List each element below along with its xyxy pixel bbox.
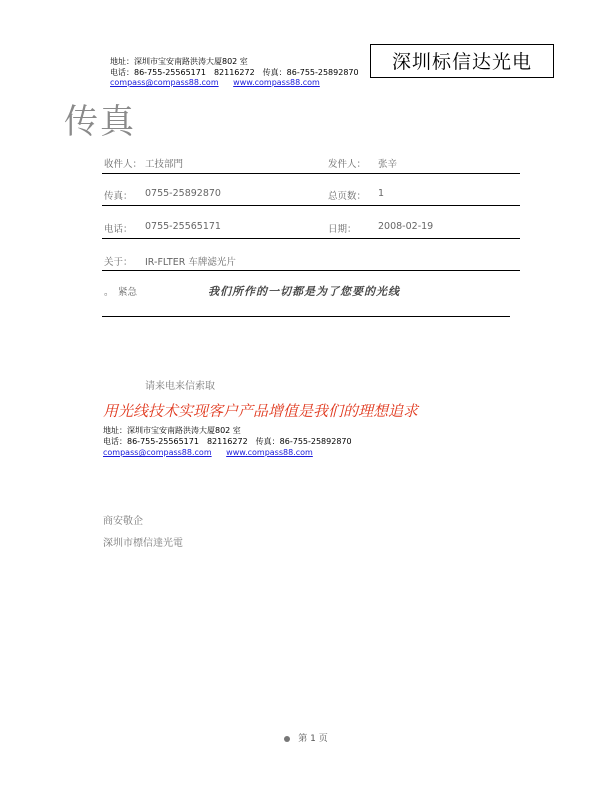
phone-value: 0755-25565171 [145, 221, 221, 232]
divider [102, 270, 520, 271]
fax-label: 传真： [104, 191, 133, 202]
to-label: 收件人： [104, 159, 143, 170]
date-label: 日期： [328, 224, 357, 235]
slogan: 用光线技术实现客户产品增值是我们的理想追求 [103, 402, 419, 420]
page-number: 第 1 页 [298, 734, 328, 744]
phone-label: 电话： [104, 224, 133, 235]
request-note: 请来电来信索取 [145, 381, 215, 392]
closing-company: 深圳市標信達光電 [103, 538, 183, 549]
body-website-link[interactable]: www.compass88.com [226, 448, 313, 457]
urgent-marker: 。 [104, 287, 114, 298]
from-label: 发件人： [328, 159, 367, 170]
pages-value: 1 [378, 188, 385, 199]
divider [102, 205, 520, 206]
body-links [103, 447, 325, 458]
header-email-link[interactable]: compass@compass88.com [110, 78, 219, 87]
pages-label: 总页数： [328, 191, 367, 202]
header-website-link[interactable]: www.compass88.com [233, 78, 320, 87]
body-address: 地址：深圳市宝安南路洪涛大厦802 室 [103, 426, 241, 435]
re-label: 关于： [104, 257, 133, 268]
closing-greeting: 商安敬企 [103, 516, 143, 527]
divider [102, 316, 510, 317]
header-phone: 电话：86-755-25565171 82116272 传真：86-755-25892870 [110, 68, 359, 77]
divider [102, 238, 520, 239]
page-footer [0, 731, 612, 744]
bullet-icon [284, 736, 290, 742]
fax-title: 传真 [64, 102, 136, 142]
date-value: 2008-02-19 [378, 221, 434, 232]
divider [102, 173, 520, 174]
company-name-box: 深圳标信达光电 [370, 44, 554, 78]
header-links [110, 77, 332, 88]
fax-value: 0755-25892870 [145, 188, 221, 199]
urgent-label: 紧急 [118, 287, 138, 298]
header-address: 地址：深圳市宝安南路洪涛大厦802 室 [110, 57, 248, 66]
from-value: 张辛 [378, 159, 398, 170]
body-email-link[interactable]: compass@compass88.com [103, 448, 212, 457]
to-value: 工技部門 [145, 159, 184, 170]
body-phone: 电话：86-755-25565171 82116272 传真：86-755-25892870 [103, 437, 352, 446]
re-value: IR-FLTER 车牌滤光片 [145, 257, 236, 268]
motto: 我们所作的一切都是为了您要的光线 [208, 285, 400, 298]
